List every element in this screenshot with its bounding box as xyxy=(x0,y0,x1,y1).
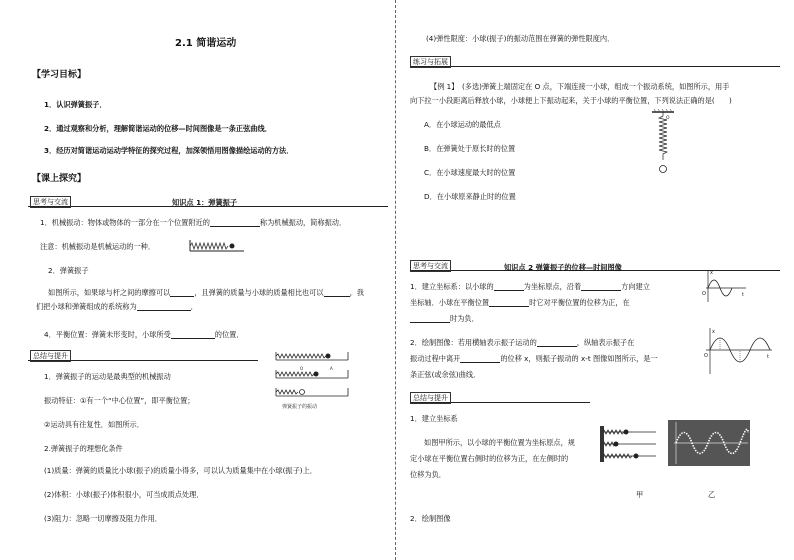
svg-text:t: t xyxy=(767,354,769,360)
note-text: 注意：机械振动是机械运动的一种． xyxy=(40,242,156,251)
svg-text:O: O xyxy=(704,353,708,359)
option-d: D．在小球原来静止时的位置 xyxy=(424,192,516,201)
spring-oscillator-figure xyxy=(270,350,352,412)
think-label: 思考与交流 xyxy=(30,196,71,208)
goal-3: 3．经历对简谐运动运动学特征的探究过程，加深领悟用图像描绘运动的方法． xyxy=(44,146,294,155)
r1-text: 1．建立坐标系 xyxy=(410,414,458,423)
r4-text: 位移为负． xyxy=(410,470,446,479)
kp2-title: 知识点 2 弹簧振子的位移—时间图像 xyxy=(504,263,622,272)
r3-text: 定小球在平衡位置右侧时的位移为正，在左侧时的 xyxy=(410,454,569,463)
svg-text:弹簧振子的振动: 弹簧振子的振动 xyxy=(282,404,318,410)
label-jia: 甲 xyxy=(636,490,644,499)
option-a: A．在小球运动的最低点 xyxy=(424,120,501,129)
practice-label: 练习与拓展 xyxy=(410,56,451,68)
xt-graph-small xyxy=(700,268,748,304)
r5-text: 2．绘制图像 xyxy=(410,514,451,523)
q2-body-line2: 们把小球和弹簧组成的系统称为 ． xyxy=(36,302,198,311)
summary-2: 振动特征：①有一个“中心位置”，即平衡位置； xyxy=(44,396,195,405)
svg-text:t: t xyxy=(742,292,744,298)
horizontal-spring-figure xyxy=(184,238,248,254)
option-b: B．在弹簧处于原长时的位置 xyxy=(424,144,516,153)
t1-line1: 1．建立坐标系：以小球的 为坐标原点，沿着 方向建立 xyxy=(410,282,650,291)
svg-text:O: O xyxy=(702,291,706,297)
figure-yi xyxy=(668,420,750,466)
section-rule xyxy=(410,66,780,67)
summary-label-2: 总结与提升 xyxy=(410,392,451,404)
figure-jia xyxy=(598,424,660,466)
summary-label: 总结与提升 xyxy=(30,350,71,362)
t2-line3: 条正弦(或余弦)曲线． xyxy=(410,370,481,379)
t2-line1: 2．绘制图像：若用横轴表示振子运动的 ，纵轴表示振子在 xyxy=(410,338,635,347)
svg-text:x: x xyxy=(712,329,715,335)
xt-graph-large xyxy=(700,326,774,376)
summary-5: (1)质量：弹簧的质量比小球(振子)的质量小得多，可以认为质量集中在小球(振子)上． xyxy=(44,466,317,475)
q2-text: 2．弹簧振子 xyxy=(48,266,89,275)
think-label-2: 思考与交流 xyxy=(410,260,451,272)
q2-body-line1: 如图所示，如果球与杆之间的摩擦可以 ，且弹簧的质量与小球的质量相比也可以 ，我 xyxy=(48,288,364,297)
explore-heading: 【课上探究】 xyxy=(32,174,87,184)
svg-text:A: A xyxy=(330,366,333,371)
vertical-spring-figure xyxy=(650,108,676,176)
label-yi: 乙 xyxy=(708,490,716,499)
summary-7: (3)阻力：忽略一切摩擦及阻力作用． xyxy=(44,514,162,523)
svg-text:x: x xyxy=(710,270,713,276)
goal-1: 1．认识弹簧振子． xyxy=(44,100,107,109)
example-1-line2: 向下拉一小段距离后释放小球，小球便上下振动起来，关于小球的平衡位置，下列说法正确的是( ) xyxy=(410,96,732,105)
elastic-limit-text: (4)弹性限度：小球(振子)的振动范围在弹簧的弹性限度内． xyxy=(426,34,615,43)
kp1-title: 知识点 1：弹簧振子 xyxy=(172,198,238,207)
t1-line2: 坐标轴．小球在平衡位置 时它对平衡位置的位移为正，在 xyxy=(410,298,630,307)
r2-text: 如图甲所示，以小球的平衡位置为坐标原点，规 xyxy=(424,438,575,447)
summary-4: 2.弹簧振子的理想化条件 xyxy=(44,444,123,453)
page-title: 2.1 简谐运动 xyxy=(175,38,237,49)
learning-goals-heading: 【学习目标】 xyxy=(32,70,87,80)
column-divider xyxy=(395,0,396,560)
svg-text:O: O xyxy=(300,366,304,371)
option-c: C．在小球速度最大时的位置 xyxy=(424,168,516,177)
summary-1: 1．弹簧振子的运动是最典型的机械振动 xyxy=(44,372,171,381)
t1-line3: 时为负． xyxy=(410,314,479,323)
summary-6: (2)体积：小球(振子)体积很小，可当成质点处理． xyxy=(44,490,204,499)
summary-3: ②运动具有往复性．如图所示． xyxy=(44,420,144,429)
q1-text: 1．机械振动：物体或物体的一部分在一个位置附近的 称为机械振动，简称振动． xyxy=(40,218,347,227)
example-1-line1: 【例 1】 (多选)弹簧上端固定在 O 点，下端连接一小球，组成一个振动系统，如图所示，用手 xyxy=(430,82,730,91)
q4-text: 4．平衡位置：弹簧未形变时，小球所受 的位置． xyxy=(44,330,244,339)
svg-text:O: O xyxy=(666,116,670,121)
t2-line2: 振动过程中离开 的位移 x，则振子振动的 x-t 图像如图所示，是一 xyxy=(410,354,658,363)
goal-2: 2．通过观察和分析，理解简谐运动的位移—时间图像是一条正弦曲线． xyxy=(44,124,272,133)
